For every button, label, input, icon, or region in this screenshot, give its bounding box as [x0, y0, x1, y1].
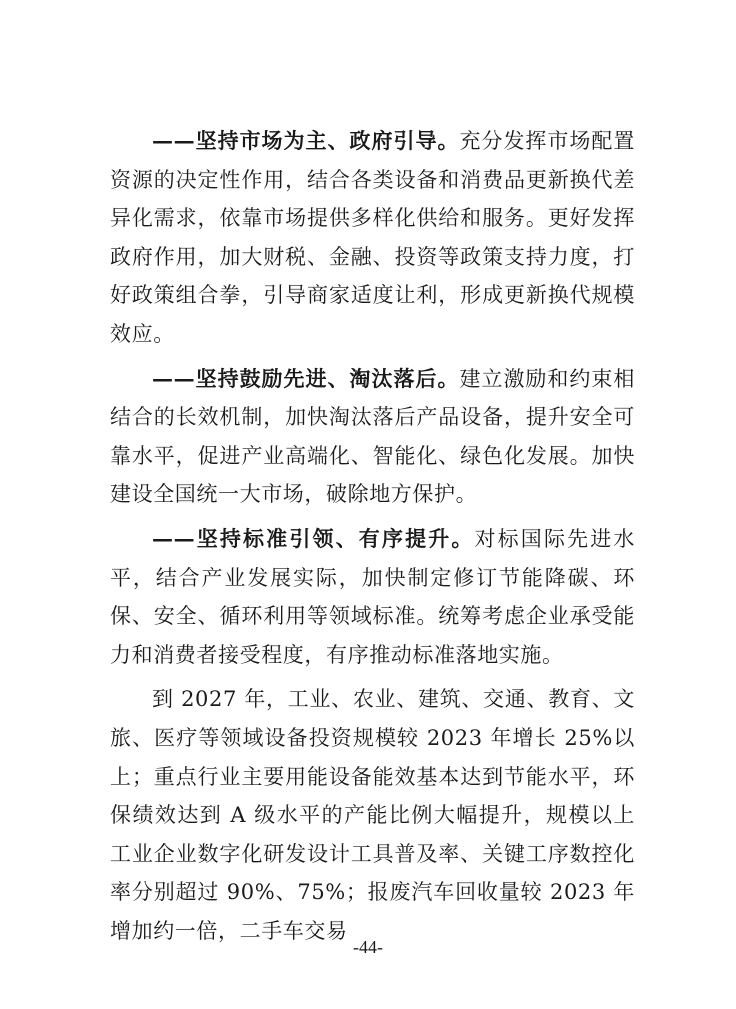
page-number: -44- — [353, 937, 383, 957]
paragraph-text: 对标国际先进水平，结合产业发展实际，加快制定修订节能降碳、环保、安全、循环利用等领域标准。统筹考虑企业承受能力和消费者接受程度，有序推动标准落地实施。 — [110, 526, 635, 667]
paragraph-lead: ——坚持标准引领、有序提升。 — [152, 525, 475, 551]
paragraph-standards-led — [110, 520, 635, 674]
paragraph-market-led — [110, 122, 635, 354]
paragraph-lead: ——坚持鼓励先进、淘汰落后。 — [152, 365, 460, 391]
body-text — [110, 122, 635, 956]
paragraph-text: 到 2027 年，工业、农业、建筑、交通、教育、文旅、医疗等领域设备投资规模较 2023 年增长 25%以上；重点行业主要用能设备能效基本达到节能水平，环保绩效达到 A 级水平的产能比例大幅提升，规模以上工业企业数字化研发设计工具普及率、关键工序数控化率分别超过 90%、75%；报废汽车回收量较 2023 年增加约一倍，二手车交易 — [110, 687, 635, 943]
paragraph-lead: ——坚持市场为主、政府引导。 — [152, 128, 460, 153]
paragraph-text: 建立激励和约束相结合的长效机制，加快淘汰落后产品设备，提升安全可靠水平，促进产业高端化、智能化、绿色化发展。加快建设全国统一大市场，破除地方保护。 — [110, 366, 635, 507]
paragraph-targets-2027 — [110, 680, 635, 950]
paragraph-encourage-advanced — [110, 360, 635, 514]
paragraph-text: 充分发挥市场配置资源的决定性作用，结合各类设备和消费品更新换代差异化需求，依靠市场提供多样化供给和服务。更好发挥政府作用，加大财税、金融、投资等政策支持力度，打好政策组合拳，引导商家适度让利，形成更新换代规模效应。 — [110, 129, 635, 346]
